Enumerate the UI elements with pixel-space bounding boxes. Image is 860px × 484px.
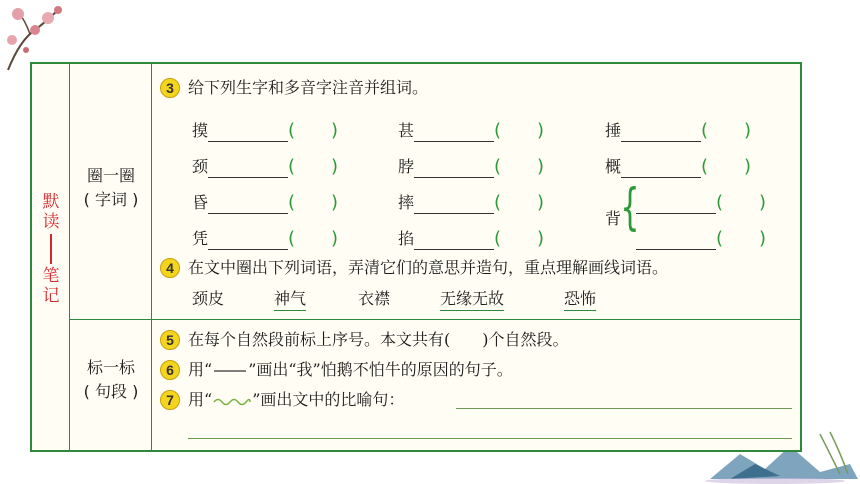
answer-blank[interactable] <box>208 126 288 142</box>
category-column <box>70 64 152 450</box>
question-5-text: 在每个自然段前标上序号。本文共有( )个自然段。 <box>188 330 569 349</box>
wavy-line-icon <box>212 394 252 408</box>
answer-blank[interactable] <box>414 198 494 214</box>
char-entry: 脖 ( ) <box>398 156 545 177</box>
vocab-word-underlined: 神气 <box>274 286 306 311</box>
char-entry: 甚 ( ) <box>398 120 545 141</box>
q6-suffix: ”画出“我”怕鹅不怕牛的原因的句子。 <box>248 360 513 379</box>
char-entry: 摔 ( ) <box>398 192 545 213</box>
side-char: 读 <box>42 212 60 232</box>
vocab-word-underlined: 无缘无故 <box>440 286 504 311</box>
q7-suffix: ”画出文中的比喻句： <box>252 390 405 409</box>
question-4-text: 在文中圈出下列词语，弄清它们的意思并造句，重点理解画线词语。 <box>188 258 669 277</box>
category-title: 标一标 <box>86 358 135 377</box>
side-char: 笔 <box>42 266 60 286</box>
worksheet-table <box>30 62 802 452</box>
silent-reading-notes-label <box>38 192 64 306</box>
brace-icon: { <box>620 178 640 236</box>
question-number-badge: 3 <box>160 78 180 98</box>
mark-section-label <box>70 356 152 404</box>
category-title: 圈一圈 <box>86 166 135 185</box>
question-3-text: 给下列生字和多音字注音并组词。 <box>188 78 429 97</box>
vocab-word: 衣襟 <box>358 289 391 308</box>
question-6-text <box>188 360 513 380</box>
char-entry: 凭 ( ) <box>192 228 339 249</box>
answer-blank[interactable] <box>208 234 288 250</box>
char-entry: 颈 ( ) <box>192 156 339 177</box>
side-char: 记 <box>42 286 60 306</box>
question-7-text <box>188 390 404 410</box>
question-number-badge: 6 <box>160 360 180 380</box>
char-entry: 昏 ( ) <box>192 192 339 213</box>
answer-blank[interactable] <box>414 126 494 142</box>
answer-blank[interactable] <box>636 234 716 250</box>
question-number-badge: 5 <box>160 330 180 350</box>
polyphonic-entry: ( ) <box>636 188 766 214</box>
question-number-badge: 7 <box>160 390 180 410</box>
straight-line-icon <box>212 364 248 378</box>
answer-blank[interactable] <box>414 162 494 178</box>
q7-prefix: 用“ <box>188 390 213 409</box>
char-entry: 摸 ( ) <box>192 120 339 141</box>
vocab-word-underlined: 恐怖 <box>564 286 596 311</box>
char-entry: 掐 ( ) <box>398 228 545 249</box>
side-char: 默 <box>42 192 60 212</box>
answer-line[interactable] <box>188 438 792 439</box>
answer-blank[interactable] <box>636 198 716 214</box>
answer-blank[interactable] <box>208 198 288 214</box>
question-number-badge: 4 <box>160 258 180 278</box>
answer-blank[interactable] <box>208 162 288 178</box>
answer-blank[interactable] <box>621 126 701 142</box>
char-entry: 捶 ( ) <box>605 120 752 141</box>
polyphonic-entry: ( ) <box>636 224 766 250</box>
vocab-word: 颈皮 <box>192 289 225 308</box>
side-column <box>32 64 70 450</box>
q6-prefix: 用“ <box>188 360 213 379</box>
answer-blank[interactable] <box>414 234 494 250</box>
char-entry: 概 ( ) <box>605 156 752 177</box>
section-divider <box>70 319 802 320</box>
category-subtitle: ( 句段 ) <box>83 382 139 401</box>
side-divider-bar <box>50 234 52 264</box>
answer-line[interactable] <box>456 408 792 409</box>
polyphonic-char: 背 <box>605 209 622 228</box>
circle-section-label <box>70 164 152 212</box>
category-subtitle: ( 字词 ) <box>83 190 139 209</box>
answer-blank[interactable] <box>621 162 701 178</box>
